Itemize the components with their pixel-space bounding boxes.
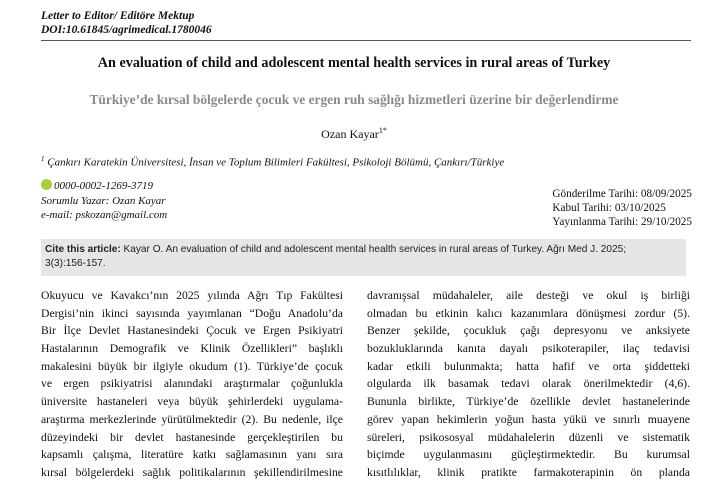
corresponding-author: Sorumlu Yazar: Ozan Kayar (41, 195, 166, 207)
article-type: Letter to Editor/ Editöre Mektup (41, 10, 195, 22)
citation-text-cont: 3(3):156-157. (45, 257, 106, 269)
body-line: süreleri, psikososyal müdahalelerin düzenli ve sistematik (367, 430, 690, 444)
dates-block (552, 187, 692, 229)
body-line: kapsamlı çalışma, literatüre katkı sağlamasının yanı sıra (41, 448, 343, 462)
citation-box (41, 239, 686, 276)
body-line: düzeyindeki bir devlet hastanesinde gerçekleştirilen bu (41, 430, 343, 444)
submitted-date: Gönderilme Tarihi: 08/09/2025 (552, 188, 692, 200)
article-subtitle: Türkiye’de kırsal bölgelerde çocuk ve ergen ruh sağlığı hizmetleri üzerine bir değerlendirme (89, 92, 619, 107)
accepted-date: Kabul Tarihi: 03/10/2025 (552, 202, 666, 214)
body-line: Benzer şekilde, çocukluk çağı depresyonu ve anksiyete (367, 324, 690, 338)
body-line: kırsal bölgelerdeki sağlık politikalarının şekillendirilmesine (41, 465, 343, 479)
orcid-id[interactable]: 0000-0002-1269-3719 (54, 180, 153, 192)
body-left-column (41, 287, 343, 482)
body-line: bozukluklarında kanıta dayalı psikoterapiler, ilaç tedavisi (367, 342, 690, 356)
body-right-column (367, 287, 690, 482)
body-line: kısıtlılıklar, klinik pratikte farmakoterapinin ön planda (367, 465, 690, 479)
published-date: Yayınlanma Tarihi: 29/10/2025 (552, 216, 692, 228)
body-line: olmadan bu etkinin kalıcı kazanımlara dönüşmesi zordur (5). (367, 306, 690, 320)
body-line: makalesini büyük bir ilgiyle okudum (1). Türkiye’de çocuk (41, 359, 343, 373)
citation-text: Kayar O. An evaluation of child and adolescent mental health services in rural areas of Turkey. Ağrı Med J. 2025; (120, 244, 627, 255)
article-title: An evaluation of child and adolescent mental health services in rural areas of Turkey (97, 55, 611, 71)
affiliation-mark: 1 (41, 155, 45, 163)
doi[interactable]: DOI:10.61845/agrimedical.1780046 (41, 24, 212, 36)
body-line: Okuyucu ve Kavakcı’nın 2025 yılında Ağrı Tıp Fakültesi (41, 289, 343, 302)
body-line: davranışsal müdahaleler, aile desteği ve okul iş birliği (367, 289, 690, 302)
body-line: kadar etkili bulunmakta; hatta hafif ve orta şiddetteki (367, 359, 690, 373)
body-line: Bununla birlikte, Türkiye’de özellikle devlet hastanelerinde (367, 395, 690, 409)
body-line: Hastalarının Demografik ve Klinik Özellikleri” başlıklı (41, 342, 343, 356)
body-line: görev yapan hekimlerin yoğun hasta yükü ve sınırlı muayene (367, 412, 690, 426)
affiliation-text: Çankırı Karatekin Üniversitesi, İnsan ve Toplum Bilimleri Fakültesi, Psikoloji Bölümü, Çankırı/Türkiye (44, 156, 505, 169)
email[interactable]: e-mail: pskozan@gmail.com (41, 209, 168, 221)
body-line: Bir İlçe Devlet Hastanesindeki Çocuk ve Ergen Psikiyatri (41, 324, 343, 338)
author-line (0, 126, 708, 142)
affiliation (41, 155, 504, 169)
body-line: biçimde uygulanmasını güçleştirmektedir. Bu kurumsal (367, 448, 690, 462)
body-line: olgularda ilk basamak tedavi olarak önerilmektedir (4,6). (367, 377, 690, 391)
orcid-icon (41, 179, 52, 190)
citation-label: Cite this article: (45, 244, 121, 255)
author-mark: 1* (378, 126, 387, 135)
body-line: üniversite hastaneleri veya büyük şehirlerdeki uygulama- (41, 395, 343, 409)
header-divider (41, 40, 691, 41)
body-line: araştırma merkezlerinde yürütülmektedir (2). Bu nedenle, ilçe (41, 412, 343, 426)
body-line: Dergisi’nin ikinci sayısında yayımlanan “Doğu Anadolu’da (41, 306, 343, 320)
body-line: ve ergen psikiyatrisi alanındaki araştırmalar çoğunlukla (41, 377, 343, 391)
orcid-line[interactable] (41, 179, 153, 192)
author-name: Ozan Kayar (321, 127, 379, 141)
